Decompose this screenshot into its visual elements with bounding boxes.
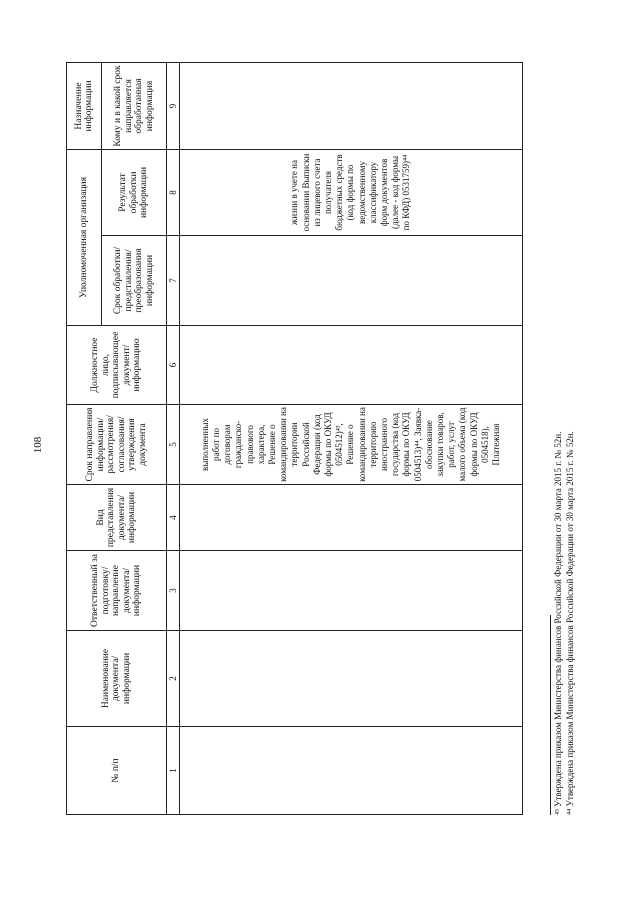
header-processing-result: Результат обработки информации: [102, 149, 167, 235]
header-authorized-org: Уполномоченная организация: [67, 149, 102, 325]
header-responsible: Ответственный за подготовку/ направление документа/ информации: [67, 551, 167, 631]
footnote-44: ⁴⁴ Утверждена приказом Министерства финансов Российской Федерации от 30 марта 2015 г. № 52н.: [565, 431, 575, 815]
header-deadline: Срок направления информации/ рассмотрения/ согласования/ утверждения документа: [67, 405, 167, 485]
column-number: 1: [167, 727, 180, 815]
body-cell-responsible: [180, 551, 523, 631]
column-number: 6: [167, 326, 180, 405]
column-number: 9: [167, 62, 180, 149]
footnote-separator: [550, 615, 551, 815]
page-number: 108: [32, 436, 44, 454]
body-cell-view-type: [180, 485, 523, 551]
body-cell-doc-name: [180, 631, 523, 727]
body-cell-processing-time: [180, 236, 523, 326]
footnote-43: ⁴³ Утверждена приказом Министерства финансов Российской Федерации от 30 марта 2015 г. № 52н.: [553, 431, 563, 815]
header-num: № п/п: [67, 727, 167, 815]
column-number: 5: [167, 405, 180, 485]
header-doc-name: Наименование документа/ информации: [67, 631, 167, 727]
body-cell-processing-result: жизни в учете на основании Выписки из лицевого счета получателя бюджетных средств (код формы по ведомственному классификатору форм документов (далее - код формы по КФД) 0531759)⁴⁴: [180, 149, 523, 235]
header-recipient: Кому и в какой срок направляется обработанная информация: [102, 62, 167, 149]
data-table: [66, 62, 523, 815]
rotated-content: [30, 30, 610, 875]
column-number: 7: [167, 236, 180, 326]
header-view-type: Вид представления документа/ информации: [67, 485, 167, 551]
body-cell-official: [180, 326, 523, 405]
header-processing-time: Срок обработки/ представления/ преобразования информации: [102, 236, 167, 326]
column-number: 4: [167, 485, 180, 551]
body-cell-recipient: [180, 62, 523, 149]
header-official: Должностное лицо, подписывающее документ/ информацию: [67, 326, 167, 405]
column-number: 8: [167, 149, 180, 235]
body-cell-deadline: выполненных работ по договорам гражданско-правового характера, Решение о командировании на территории Российской Федерации (код формы по ОКУД 0504512)⁴³, Решение о командировании на территорию иностранного государства (код формы по ОКУД 0504513)⁴⁴, Заявка-обоснование закупки товаров, работ, услуг малого объема (код формы по ОКУД 0504518), Платежная: [180, 405, 523, 485]
header-purpose: Назначение информации: [67, 62, 102, 149]
column-number: 3: [167, 551, 180, 631]
body-cell-num: [180, 727, 523, 815]
column-number: 2: [167, 631, 180, 727]
